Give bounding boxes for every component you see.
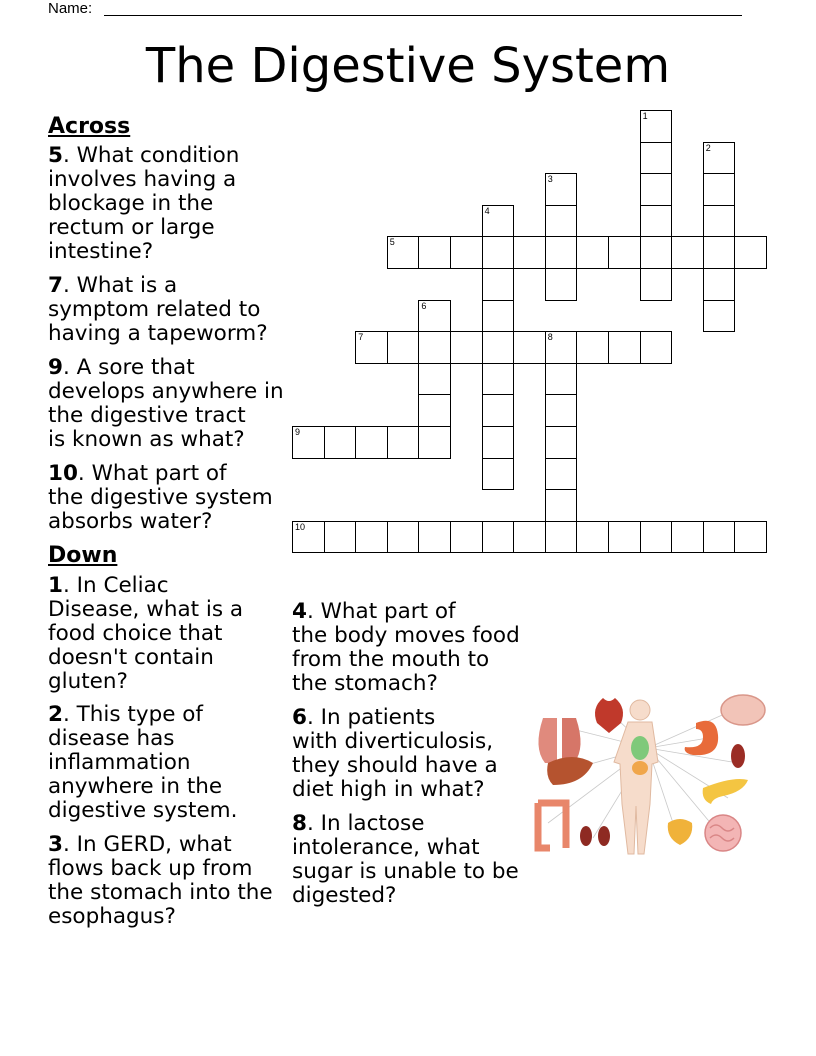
clue-text: anywhere in the <box>48 774 223 799</box>
crossword-cell[interactable] <box>545 521 578 554</box>
crossword-cell[interactable] <box>734 521 767 554</box>
crossword-cell[interactable] <box>418 236 451 269</box>
clue-text: sugar is unable to be <box>292 859 519 884</box>
crossword-cell[interactable] <box>482 394 515 427</box>
crossword-cell[interactable] <box>545 331 578 364</box>
clue-text: gluten? <box>48 669 128 694</box>
clue-number: 4 <box>292 599 307 624</box>
clue-text: involves having a <box>48 167 237 192</box>
crossword-cell[interactable] <box>703 173 736 206</box>
across-clue-5: 5. What condition involves having a blockage in the rectum or large intestine? <box>48 143 240 264</box>
cell-number: 7 <box>358 332 364 343</box>
crossword-cell[interactable] <box>640 331 673 364</box>
crossword-cell[interactable] <box>640 110 673 143</box>
crossword-cell[interactable] <box>545 236 578 269</box>
crossword-cell[interactable] <box>418 521 451 554</box>
down-clue-1: 1. In Celiac Disease, what is a food choice that doesn't contain gluten? <box>48 573 244 694</box>
clue-text: disease has <box>48 726 175 751</box>
crossword-cell[interactable] <box>482 363 515 396</box>
clue-number: 10 <box>48 461 78 486</box>
crossword-cell[interactable] <box>545 173 578 206</box>
clue-number: 2 <box>48 702 63 727</box>
crossword-cell[interactable] <box>355 331 388 364</box>
clue-number: 6 <box>292 705 307 730</box>
cell-number: 8 <box>547 332 553 343</box>
crossword-cell[interactable] <box>292 426 325 459</box>
clue-text: In Celiac <box>76 573 169 598</box>
clue-text: the body moves food <box>292 623 520 648</box>
clue-text: the stomach? <box>292 671 438 696</box>
crossword-cell[interactable] <box>608 236 641 269</box>
crossword-cell[interactable] <box>482 205 515 238</box>
clue-text: having a tapeworm? <box>48 321 268 346</box>
cell-number: 10 <box>295 521 306 532</box>
crossword-cell[interactable] <box>640 205 673 238</box>
clue-text: with diverticulosis, <box>292 729 494 754</box>
digestive-organs-illustration <box>528 688 778 858</box>
page-title: The Digestive System <box>145 38 671 94</box>
crossword-cell[interactable] <box>418 363 451 396</box>
clue-text: What is a <box>76 273 178 298</box>
name-label: Name: <box>48 0 93 17</box>
crossword-cell[interactable] <box>545 268 578 301</box>
clue-text: food choice that <box>48 621 223 646</box>
clue-text: blockage in the <box>48 191 214 216</box>
crossword-cell[interactable] <box>545 489 578 522</box>
down-clue-6: 6. In patients with diverticulosis, they should have a diet high in what? <box>292 705 498 802</box>
crossword-cell[interactable] <box>450 521 483 554</box>
clue-text: In patients <box>320 705 436 730</box>
crossword-cell[interactable] <box>545 426 578 459</box>
clue-text: is known as what? <box>48 427 245 452</box>
crossword-cell[interactable] <box>482 236 515 269</box>
crossword-cell[interactable] <box>703 300 736 333</box>
crossword-cell[interactable] <box>482 426 515 459</box>
across-clue-9: 9. A sore that develops anywhere in the digestive tract is known as what? <box>48 355 284 452</box>
crossword-cell[interactable] <box>355 426 388 459</box>
cell-number: 4 <box>484 205 490 216</box>
crossword-cell[interactable] <box>418 426 451 459</box>
crossword-cell[interactable] <box>703 236 736 269</box>
cell-number: 6 <box>421 300 427 311</box>
down-clue-3: 3. In GERD, what flows back up from the stomach into the esophagus? <box>48 832 273 929</box>
crossword-cell[interactable] <box>545 363 578 396</box>
clue-number: 3 <box>48 832 63 857</box>
crossword-cell[interactable] <box>355 521 388 554</box>
clue-text: digested? <box>292 883 397 908</box>
crossword-cell[interactable] <box>324 521 357 554</box>
cell-number: 9 <box>295 427 301 437</box>
crossword-cell[interactable] <box>387 236 420 269</box>
clue-text: doesn't contain <box>48 645 214 670</box>
clue-number: 9 <box>48 355 63 380</box>
cell-number: 1 <box>642 111 648 121</box>
clue-text: What condition <box>76 143 240 168</box>
crossword-cell[interactable] <box>482 268 515 301</box>
crossword-cell[interactable] <box>418 394 451 427</box>
clue-text: absorbs water? <box>48 509 213 534</box>
crossword-cell[interactable] <box>608 521 641 554</box>
crossword-cell[interactable] <box>703 521 736 554</box>
clue-text: What part of <box>91 461 227 486</box>
clue-text: rectum or large <box>48 215 215 240</box>
clue-text: Disease, what is a <box>48 597 244 622</box>
clue-text: the stomach into the <box>48 880 273 905</box>
crossword-cell[interactable] <box>387 521 420 554</box>
clue-text: esophagus? <box>48 904 176 929</box>
clue-number: 7 <box>48 273 63 298</box>
down-clue-4: 4. What part of the body moves food from the mouth to the stomach? <box>292 599 520 696</box>
cell-number: 2 <box>705 142 711 153</box>
crossword-cell[interactable] <box>545 394 578 427</box>
crossword-cell[interactable] <box>482 300 515 333</box>
crossword-cell[interactable] <box>703 268 736 301</box>
crossword-cell[interactable] <box>576 521 609 554</box>
clue-number: 8 <box>292 811 307 836</box>
crossword-cell[interactable] <box>482 521 515 554</box>
clue-text: This type of <box>76 702 203 727</box>
crossword-cell[interactable] <box>640 236 673 269</box>
clue-text: they should have a <box>292 753 498 778</box>
crossword-cell[interactable] <box>450 331 483 364</box>
clue-text: What part of <box>320 599 456 624</box>
down-heading: Down <box>48 543 118 568</box>
crossword-cell[interactable] <box>576 331 609 364</box>
clue-text: the digestive tract <box>48 403 246 428</box>
clue-text: diet high in what? <box>292 777 485 802</box>
clue-text: develops anywhere in <box>48 379 284 404</box>
clue-text: intestine? <box>48 239 154 264</box>
crossword-cell[interactable] <box>640 521 673 554</box>
cell-number: 5 <box>389 237 395 248</box>
crossword-cell[interactable] <box>513 236 546 269</box>
down-clue-2: 2. This type of disease has inflammation anywhere in the digestive system. <box>48 702 238 823</box>
crossword-cell[interactable] <box>513 331 546 364</box>
clue-text: inflammation <box>48 750 191 775</box>
clue-number: 5 <box>48 143 63 168</box>
down-clue-8: 8. In lactose intolerance, what sugar is unable to be digested? <box>292 811 519 908</box>
clue-text: symptom related to <box>48 297 261 322</box>
crossword-cell[interactable] <box>734 236 767 269</box>
clue-text: A sore that <box>76 355 195 380</box>
crossword-cell[interactable] <box>640 173 673 206</box>
clue-text: the digestive system <box>48 485 273 510</box>
crossword-cell[interactable] <box>450 236 483 269</box>
crossword-cell[interactable] <box>418 331 451 364</box>
across-clue-7: 7. What is a symptom related to having a tapeworm? <box>48 273 268 346</box>
crossword-cell[interactable] <box>482 458 515 491</box>
clue-text: flows back up from <box>48 856 253 881</box>
clue-text: intolerance, what <box>292 835 480 860</box>
crossword-cell[interactable] <box>387 331 420 364</box>
crossword-cell[interactable] <box>640 268 673 301</box>
clue-text: In GERD, what <box>76 832 232 857</box>
crossword-cell[interactable] <box>324 426 357 459</box>
crossword-cell[interactable] <box>545 458 578 491</box>
crossword-cell[interactable] <box>640 142 673 175</box>
crossword-cell[interactable] <box>671 236 704 269</box>
crossword-cell[interactable] <box>292 521 325 554</box>
clue-number: 1 <box>48 573 63 598</box>
crossword-cell[interactable] <box>671 521 704 554</box>
crossword-cell[interactable] <box>418 300 451 333</box>
clue-text: from the mouth to <box>292 647 490 672</box>
clue-text: In lactose <box>320 811 425 836</box>
crossword-cell[interactable] <box>608 331 641 364</box>
across-clue-10: 10. What part of the digestive system absorbs water? <box>48 461 273 534</box>
clue-text: digestive system. <box>48 798 238 823</box>
cell-number: 3 <box>547 174 553 185</box>
crossword-cell[interactable] <box>576 236 609 269</box>
crossword-cell[interactable] <box>703 142 736 175</box>
crossword-cell[interactable] <box>513 521 546 554</box>
across-heading: Across <box>48 114 131 139</box>
crossword-cell[interactable] <box>387 426 420 459</box>
crossword-cell[interactable] <box>545 205 578 238</box>
crossword-cell[interactable] <box>703 205 736 238</box>
crossword-cell[interactable] <box>482 331 515 364</box>
